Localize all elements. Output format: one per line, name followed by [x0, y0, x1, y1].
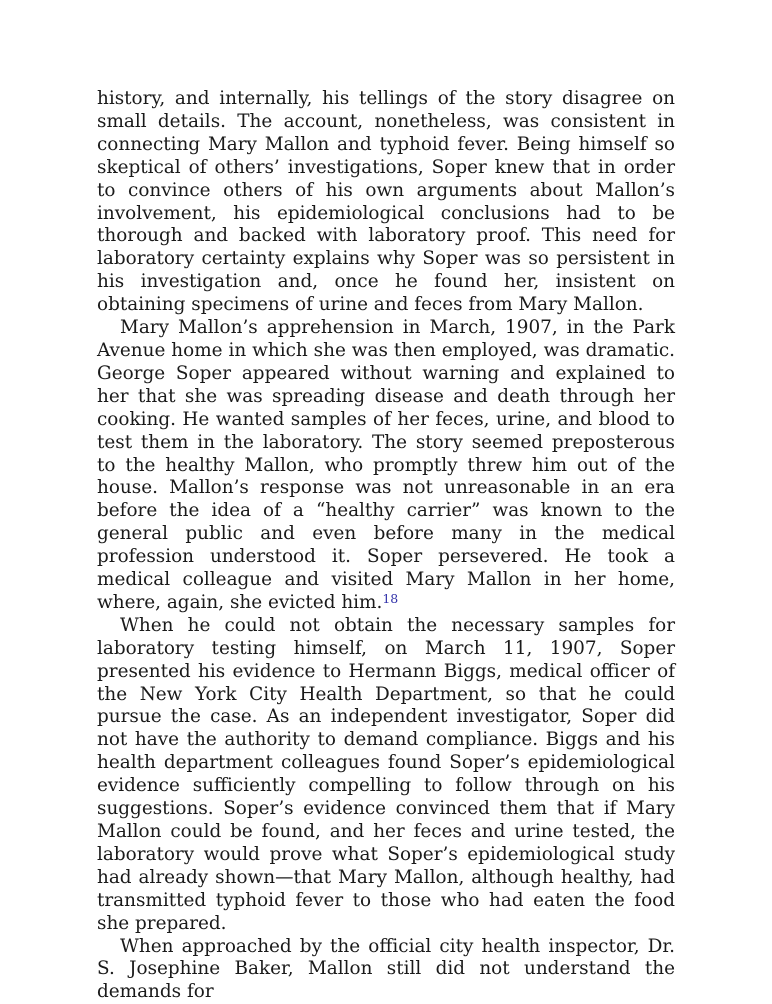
paragraph: When approached by the official city health inspector, Dr. S. Josephine Baker, Mallon still did not understand the demands for [97, 935, 675, 1003]
paragraph: history, and internally, his tellings of the story disagree on small details. The account, nonetheless, was consistent in connecting Mary Mallon and typhoid fever. Being himself so skeptical of others’ investigations, Soper knew that in order to convince others of his own arguments about Mallon’s involvement, his epidemiological conclusions had to be thorough and backed with laboratory proof. This need for laboratory certainty explains why Soper was so persistent in his investigation and, once he found her, insistent on obtaining specimens of urine and feces from Mary Mallon. [97, 88, 675, 316]
paragraph: When he could not obtain the necessary samples for laboratory testing himself, on March 11, 1907, Soper presented his evidence to Hermann Biggs, medical officer of the New York City Health Department, so that he could pursue the case. As an independent investigator, Soper did not have the authority to demand compliance. Biggs and his health department colleagues found Soper’s epidemiological evidence sufficiently compelling to follow through on his suggestions. Soper’s evidence convinced them that if Mary Mallon could be found, and her feces and urine tested, the laboratory would prove what Soper’s epidemiological study had already shown—that Mary Mallon, although healthy, had transmitted typhoid fever to those who had eaten the food she prepared. [97, 614, 675, 934]
footnote-reference-link[interactable]: 18 [382, 590, 399, 606]
document-page [97, 88, 675, 1004]
paragraph [97, 317, 675, 615]
paragraph-text: Mary Mallon’s apprehension in March, 1907, in the Park Avenue home in which she was then employed, was dramatic. George Soper appeared without warning and explained to her that she was spreading disease and death through her cooking. He wanted samples of her feces, urine, and blood to test them in the laboratory. The story seemed preposterous to the healthy Mallon, who promptly threw him out of the house. Mallon’s response was not unreasonable in an era before the idea of a “healthy carrier” was known to the general public and even before many in the medical profession understood it. Soper persevered. He took a medical colleague and visited Mary Mallon in her home, where, again, she evicted him. [97, 317, 675, 613]
